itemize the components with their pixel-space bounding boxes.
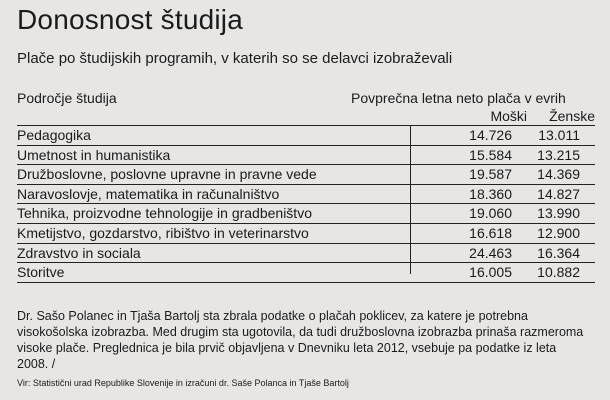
salary-table <box>17 125 595 283</box>
table-row <box>17 126 595 146</box>
column-header-women: Ženske <box>549 108 595 124</box>
table-cell-field: Družboslovne, poslovne upravne in pravne vede <box>17 166 317 183</box>
table-row <box>17 244 595 264</box>
table-cell-women: 10.882 <box>537 264 580 281</box>
table-cell-men: 14.726 <box>469 127 512 143</box>
column-header-men: Moški <box>490 108 527 124</box>
column-header-average-salary: Povprečna letna neto plača v evrih <box>351 90 566 106</box>
table-cell-field: Zdravstvo in sociala <box>17 244 141 261</box>
table-row <box>17 165 595 185</box>
table-cell-men: 16.005 <box>469 264 512 281</box>
source-credit: Vir: Statistični urad Republike Slovenije in izračuni dr. Saše Polanca in Tjaše Bartolj <box>17 378 349 388</box>
table-cell-men: 19.060 <box>469 205 512 222</box>
table-row <box>17 204 595 224</box>
table-cell-field: Naravoslovje, matematika in računalništvo <box>17 185 280 202</box>
table-cell-women: 12.900 <box>537 224 580 241</box>
page-title: Donosnost študija <box>17 4 243 35</box>
table-cell-men: 16.618 <box>469 224 512 241</box>
table-cell-men: 18.360 <box>469 185 512 202</box>
table-cell-field: Tehnika, proizvodne tehnologije in gradbeništvo <box>17 205 312 222</box>
table-cell-men: 24.463 <box>469 244 512 261</box>
table-cell-field: Pedagogika <box>17 127 91 143</box>
column-divider <box>410 125 411 274</box>
table-row <box>17 185 595 205</box>
table-cell-men: 19.587 <box>469 166 512 183</box>
table-cell-women: 13.990 <box>537 205 580 222</box>
table-cell-women: 13.011 <box>538 127 580 143</box>
table-cell-women: 14.827 <box>537 185 580 202</box>
table-row <box>17 146 595 166</box>
table-row <box>17 224 595 244</box>
table-cell-women: 14.369 <box>537 166 580 183</box>
table-cell-field: Storitve <box>17 264 65 281</box>
table-cell-field: Kmetijstvo, gozdarstvo, ribištvo in veterinarstvo <box>17 224 309 241</box>
column-header-field: Področje študija <box>17 90 117 106</box>
footnote-text: Dr. Sašo Polanec in Tjaša Bartolj sta zbrala podatke o plačah poklicev, za katere je potrebna visokošolska izobrazba. Med drugim sta ugotovila, da tudi družboslovna izobrazba prinaša razmeroma visoke plače. Preglednica je bila prvič objavljena v Dnevniku leta 2012, vsebuje pa podatke iz leta 2008. / <box>17 309 584 371</box>
table-row <box>17 263 595 283</box>
page-subtitle: Plače po študijskih programih, v katerih so se delavci izobraževali <box>17 50 453 67</box>
table-cell-women: 16.364 <box>537 244 580 261</box>
table-cell-field: Umetnost in humanistika <box>17 146 171 163</box>
table-cell-women: 13.215 <box>537 146 580 163</box>
table-cell-men: 15.584 <box>469 146 512 163</box>
